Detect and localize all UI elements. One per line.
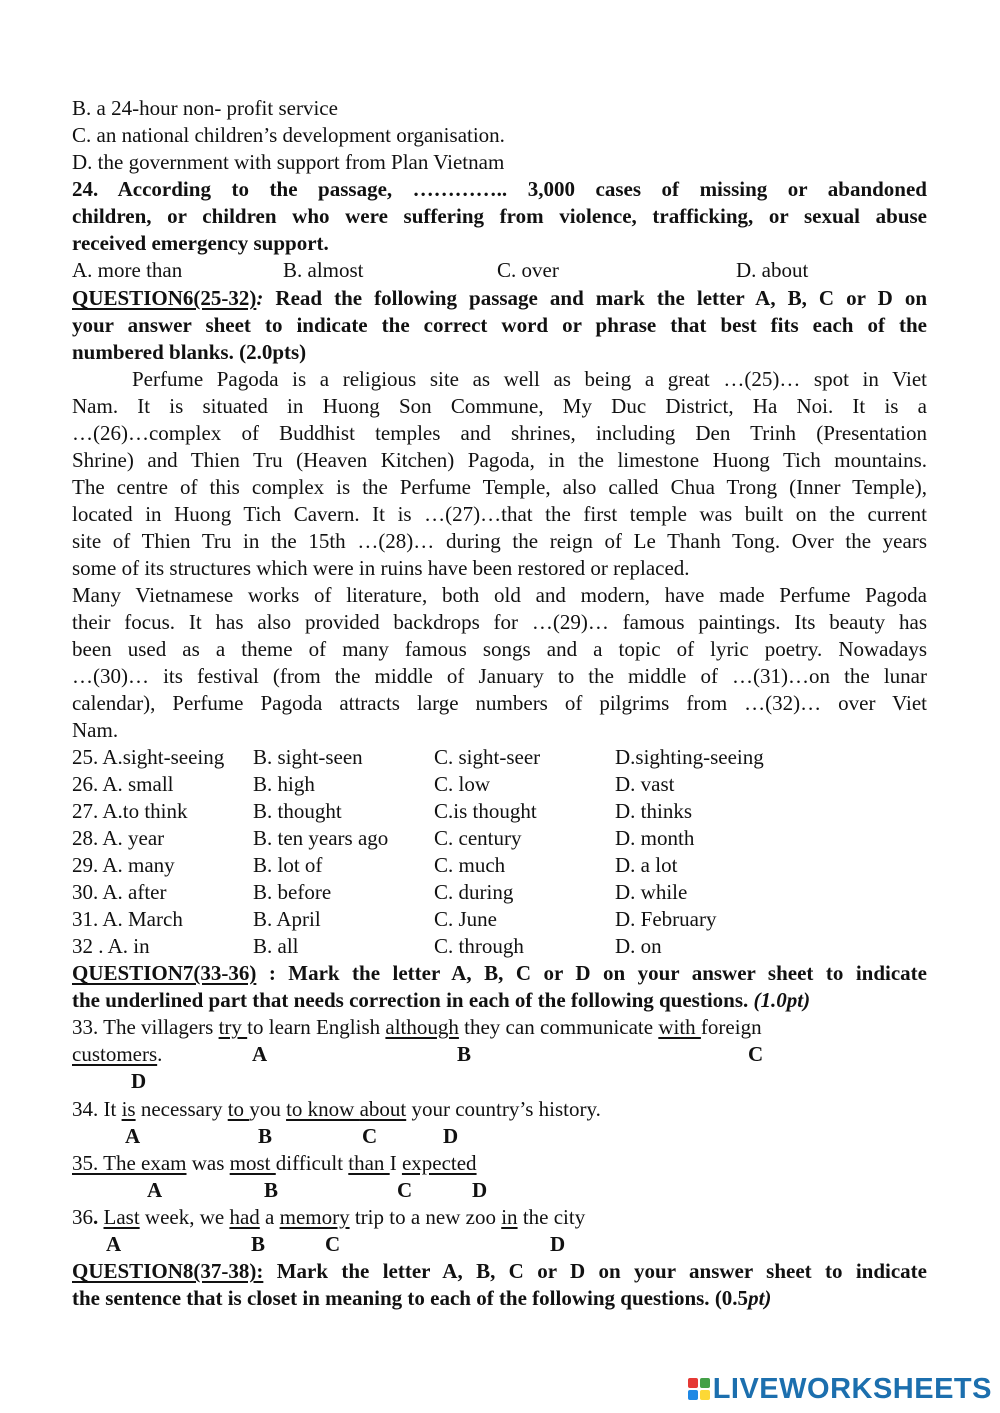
passage-line: been used as a theme of many famous songs and a topic of lyric poetry. Nowadays [72,637,927,661]
logo-tile [700,1390,710,1400]
option-d: D. on [615,934,662,958]
q33-label-d: D [131,1069,147,1093]
question6-instruction-1: Read the following passage and mark the letter A, B, C or D on [263,286,927,310]
question8-points-unit: pt) [748,1286,772,1310]
q33-underlined-b: although [385,1015,459,1039]
option-d: D. while [615,880,688,904]
option-d: D. month [615,826,695,850]
q36-underlined-b: had [229,1205,260,1229]
q36-underlined-d: in [501,1205,518,1229]
q36-text: the city [517,1205,586,1229]
option-a: 29. A. many [72,853,175,877]
logo-wordmark: LIVEWORKSHEETS [712,1372,992,1405]
question6-separator: : [256,286,264,310]
option-a: 28. A. year [72,826,165,850]
q36-underlined-c: memory [279,1205,350,1229]
question8-points-num: (0.5 [714,1286,749,1310]
q33-underlined-d: customers [72,1042,158,1066]
question7-points: (1.0pt) [753,988,811,1012]
option-b: B. lot of [253,853,323,877]
question7-instruction-1: : Mark the letter A, B, C or D on your answer sheet to indicate [256,961,927,985]
q36-number-dot: . [93,1205,104,1229]
option-d: D. February [615,907,717,931]
option-a: 25. A.sight-seeing [72,745,225,769]
option-c: C. during [434,880,514,904]
q35-label-a: A [147,1178,163,1202]
passage-line: calendar), Perfume Pagoda attracts large numbers of pilgrims from …(32)… over Viet [72,691,927,715]
q36-label-d: D [550,1232,566,1256]
passage-line: some of its structures which were in ruins have been restored or replaced. [72,556,690,580]
passage-line: Nam. It is situated in Huong Son Commune, My Duc District, Ha Noi. It is a [72,394,927,418]
q36-underlined-a: Last [103,1205,140,1229]
option-d: D.sighting-seeing [615,745,764,769]
q34-text: you [249,1097,287,1121]
logo-tiles-icon [688,1378,710,1400]
q33-sentence-cont [72,1041,927,1068]
liveworksheets-logo [688,1371,992,1407]
question6-title: QUESTION6(25-32) [72,286,257,310]
question8-instruction-1: Mark the letter A, B, C or D on your answer sheet to indicate [263,1259,927,1283]
question7-instruction-2: the underlined part that needs correction in each of the following questions. [72,988,754,1012]
q35-underlined-a: 35. The exam [72,1151,187,1175]
q34-text: 34. It [72,1097,122,1121]
q33-label-a: A [252,1042,268,1066]
option-c: C. low [434,772,491,796]
question7-title: QUESTION7(33-36) [72,961,257,985]
question8-points [715,1286,772,1310]
q35-label-b: B [264,1178,279,1202]
question7-heading-line-2 [72,987,927,1014]
q35-text: was [186,1151,230,1175]
option-d: D. a lot [615,853,678,877]
passage-line: …(30)… its festival (from the middle of January to the middle of …(31)…on the lunar [72,664,927,688]
q24-stem-line-3: received emergency support. [72,231,329,255]
q35-underlined-b: most [229,1151,276,1175]
q34-text: necessary [135,1097,228,1121]
option-d: D. vast [615,772,675,796]
logo-tile [688,1378,698,1388]
passage-line: Many Vietnamese works of literature, both old and modern, have made Perfume Pagoda [72,583,927,607]
q34-sentence [72,1096,927,1123]
q35-underlined-d: expected [401,1151,477,1175]
q36-text: a [259,1205,280,1229]
q24-option-c: C. over [497,258,559,282]
q33-label-b: B [457,1042,472,1066]
passage-line: The centre of this complex is the Perfume Temple, also called Chua Trong (Inner Temple), [72,475,927,499]
q36-label-b: B [251,1232,266,1256]
question8-title: QUESTION8(37-38): [72,1259,264,1283]
question6-heading-line-3: numbered blanks. (2.0pts) [72,340,307,364]
option-d: D. thinks [615,799,693,823]
option-c: C. sight-seer [434,745,541,769]
option-c: C. much [434,853,506,877]
q33-text: they can communicate [458,1015,659,1039]
passage-line: …(26)…complex of Buddhist temples and shrines, including Den Trinh (Presentation [72,421,927,445]
q34-underlined-a: is [121,1097,136,1121]
q35-sentence [72,1150,927,1177]
question8-heading-line-2 [72,1285,927,1312]
q33-text: 33. The villagers [72,1015,219,1039]
q34-text: your country’s history. [406,1097,601,1121]
q24-stem-line-2: children, or children who were suffering from violence, trafficking, or sexual abuse [72,204,927,228]
q34-label-a: A [125,1124,141,1148]
q34-label-b: B [258,1124,273,1148]
q36-text: trip to a new zoo [349,1205,502,1229]
question6-heading-line-2: your answer sheet to indicate the correct word or phrase that best fits each of the [72,313,927,337]
option-b: B. April [253,907,321,931]
passage-line: Shrine) and Thien Tru (Heaven Kitchen) Pagoda, in the limestone Huong Tich mountains. [72,448,927,472]
passage-line: located in Huong Tich Cavern. It is …(27)…that the first temple was built on the current [72,502,927,526]
option-c: C. century [434,826,522,850]
q24-option-b: B. almost [283,258,364,282]
q35-label-d: D [472,1178,488,1202]
passage-line: Nam. [72,718,119,742]
passage-line: site of Thien Tru in the 15th …(28)… during the reign of Le Thanh Tong. Over the years [72,529,927,553]
q36-text: week, we [139,1205,230,1229]
question6-heading-line-1 [72,285,927,312]
q34-label-c: C [362,1124,378,1148]
logo-tile [688,1390,698,1400]
question8-instruction-2: the sentence that is closet in meaning to each of the following questions. [72,1286,715,1310]
passage-line: Perfume Pagoda is a religious site as well as being a great …(25)… spot in Viet [132,367,927,391]
option-b: B. sight-seen [253,745,363,769]
q33-text: foreign [700,1015,762,1039]
q36-number: 36 [72,1205,93,1229]
q35-text: I [389,1151,402,1175]
q33-sentence [72,1014,927,1041]
option-c: C. June [434,907,497,931]
q33-underlined-c: with [658,1015,701,1039]
option-c: C. through [434,934,524,958]
q34-underlined-b: to [227,1097,250,1121]
option-a: 26. A. small [72,772,174,796]
option-a: 30. A. after [72,880,167,904]
q35-underlined-c: than [348,1151,390,1175]
q33-text: to learn English [247,1015,386,1039]
q34-label-d: D [443,1124,459,1148]
option-b: B. ten years ago [253,826,389,850]
q24-stem-line-1: 24. According to the passage, ………….. 3,000 cases of missing or abandoned [72,177,927,201]
q33-label-c: C [748,1042,764,1066]
option-b: B. high [253,772,315,796]
option-a: 31. A. March [72,907,183,931]
q23-option-c: C. an national children’s development organisation. [72,123,505,147]
option-c: C.is thought [434,799,537,823]
question7-heading-line-1 [72,960,927,987]
q36-label-c: C [325,1232,341,1256]
q24-option-d: D. about [736,258,809,282]
q35-text: difficult [275,1151,349,1175]
logo-tile [700,1378,710,1388]
q35-label-c: C [397,1178,413,1202]
q36-sentence [72,1204,927,1231]
q33-underlined-a: try [218,1015,248,1039]
passage-line: their focus. It has also provided backdrops for …(29)… famous paintings. Its beauty has [72,610,927,634]
q33-text: . [157,1042,163,1066]
option-b: B. thought [253,799,342,823]
q36-label-a: A [106,1232,122,1256]
question8-heading-line-1 [72,1258,927,1285]
q23-option-d: D. the government with support from Plan Vietnam [72,150,505,174]
option-a: 27. A.to think [72,799,188,823]
option-b: B. before [253,880,332,904]
option-a: 32 . A. in [72,934,150,958]
q24-option-a: A. more than [72,258,183,282]
q34-underlined-c: to know [286,1097,360,1121]
q23-option-b: B. a 24-hour non- profit service [72,96,338,120]
q34-underlined-d: about [359,1097,407,1121]
option-b: B. all [253,934,299,958]
